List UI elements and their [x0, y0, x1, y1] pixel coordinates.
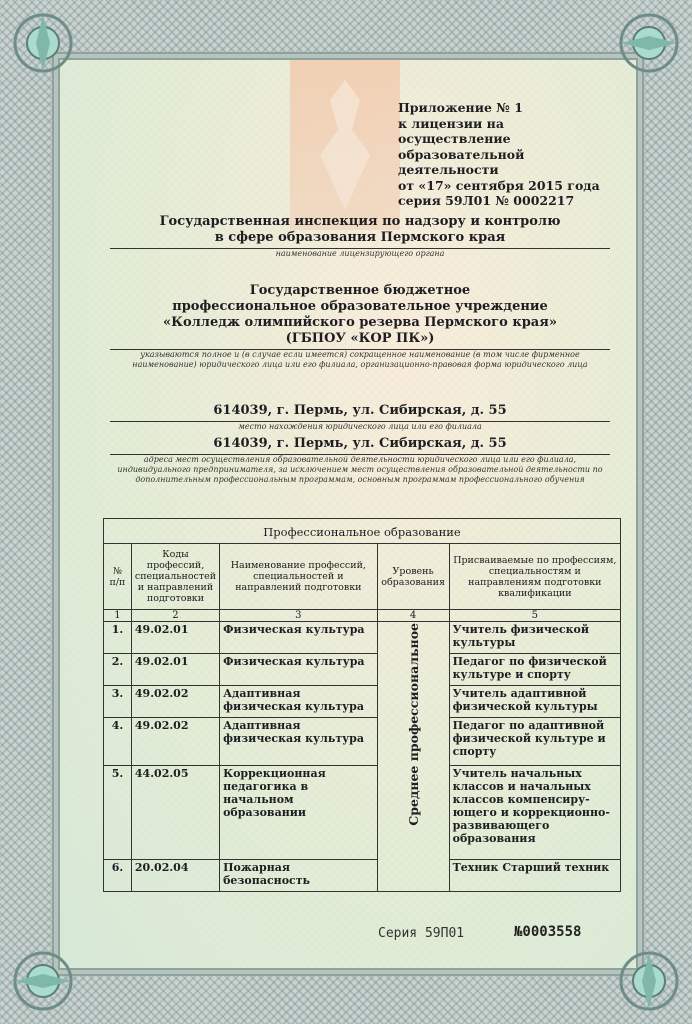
legal-address-hint: место нахождения юридического лица или его филиала — [238, 422, 482, 431]
row-number: 4. — [104, 718, 132, 766]
qualification: Техник Старший техник — [449, 860, 620, 892]
table-title-row — [104, 519, 621, 544]
institution-name — [100, 283, 620, 370]
column-header: № п/п — [104, 544, 132, 610]
row-number: 6. — [104, 860, 132, 892]
appendix-line: Приложение № 1 — [398, 100, 523, 115]
activity-address-value: 614039, г. Пермь, ул. Сибирская, д. 55 — [213, 436, 507, 451]
corner-ornament-icon — [8, 8, 78, 78]
appendix-line: от «17» сентября 2015 года — [398, 177, 600, 193]
column-index: 5 — [449, 610, 620, 622]
row-number: 2. — [104, 654, 132, 686]
legal-address-value: 614039, г. Пермь, ул. Сибирская, д. 55 — [213, 403, 507, 418]
program-code: 44.02.05 — [131, 766, 219, 860]
row-number: 5. — [104, 766, 132, 860]
education-level: Среднее профессиональное — [405, 623, 421, 826]
corner-ornament-icon — [614, 8, 684, 78]
corner-ornament-icon — [614, 946, 684, 1016]
program-name: Пожарная безопасность — [220, 860, 378, 892]
appendix-line: к лицензии на осуществление — [398, 115, 511, 146]
programs-table — [103, 518, 621, 892]
qualification: Учитель адаптивной физической культуры — [449, 686, 620, 718]
program-name: Физическая культура — [220, 622, 378, 654]
authority-line: в сфере образования Пермского края — [214, 230, 506, 245]
authority-hint: наименование лицензирующего органа — [275, 249, 445, 258]
column-header: Уровень образования — [377, 544, 449, 610]
qualification: Учитель начальных классов и начальных классов компенсиру-ющего и коррекционно-развивающего образования — [449, 766, 620, 860]
program-code: 49.02.01 — [131, 654, 219, 686]
licensing-authority — [100, 214, 620, 259]
qualification: Педагог по адаптивной физической культуре и спорту — [449, 718, 620, 766]
appendix-header — [398, 100, 618, 209]
form-serial: Серия 59П01 — [378, 926, 465, 941]
activity-address — [100, 436, 620, 485]
qualification: Педагог по физической культуре и спорту — [449, 654, 620, 686]
program-code: 49.02.02 — [131, 718, 219, 766]
institution-line: профессиональное образовательное учреждение — [172, 299, 548, 314]
appendix-line: деятельности — [398, 162, 499, 177]
institution-line: (ГБПОУ «КОР ПК») — [285, 331, 435, 346]
column-header: Присваиваемые по профессиям, специальностям и направлениям подготовки квалификации — [449, 544, 620, 610]
institution-line: Государственное бюджетное — [249, 283, 471, 298]
appendix-line: образовательной — [398, 146, 525, 162]
education-level-cell — [377, 622, 449, 892]
qualification: Учитель физической культуры — [449, 622, 620, 654]
column-index: 3 — [220, 610, 378, 622]
legal-address — [100, 403, 620, 432]
row-number: 1. — [104, 622, 132, 654]
column-index: 4 — [377, 610, 449, 622]
program-name: Адаптивная физическая культура — [220, 718, 378, 766]
column-index: 2 — [131, 610, 219, 622]
program-code: 20.02.04 — [131, 860, 219, 892]
table-row — [104, 622, 621, 654]
program-name: Физическая культура — [220, 654, 378, 686]
program-name: Адаптивная физическая культура — [220, 686, 378, 718]
activity-address-hint: адреса мест осуществления образовательной деятельности юридического лица или его филиала, индивидуального предпринимателя, за исключением мест осуществления образовательной деятельности по дополнительным профессиональным программам, основным программам профессионального обучения — [117, 455, 603, 484]
corner-ornament-icon — [8, 946, 78, 1016]
column-index-row — [104, 610, 621, 622]
table-header-row — [104, 544, 621, 610]
row-number: 3. — [104, 686, 132, 718]
table-row — [104, 766, 621, 860]
table-row — [104, 686, 621, 718]
coat-of-arms-icon — [290, 60, 400, 230]
table-title: Профессиональное образование — [104, 519, 621, 544]
institution-hint: указываются полное и (в случае если имеется) сокращенное наименование (в том числе фирменное наименование) юридического лица или его филиала, организационно-правовая форма юридического лица — [132, 350, 588, 369]
column-index: 1 — [104, 610, 132, 622]
appendix-line: серия 59Л01 № 0002217 — [398, 193, 575, 208]
program-name: Коррекционная педагогика в начальном образовании — [220, 766, 378, 860]
authority-line: Государственная инспекция по надзору и контролю — [159, 214, 561, 229]
program-code: 49.02.02 — [131, 686, 219, 718]
table-row — [104, 718, 621, 766]
program-code: 49.02.01 — [131, 622, 219, 654]
column-header: Наименование профессий, специальностей и направлений подготовки — [220, 544, 378, 610]
form-number: №0003558 — [514, 924, 582, 940]
column-header: Коды профессий, специальностей и направлений подготовки — [131, 544, 219, 610]
institution-line: «Колледж олимпийского резерва Пермского края» — [163, 315, 557, 330]
table-row — [104, 654, 621, 686]
table-row — [104, 860, 621, 892]
